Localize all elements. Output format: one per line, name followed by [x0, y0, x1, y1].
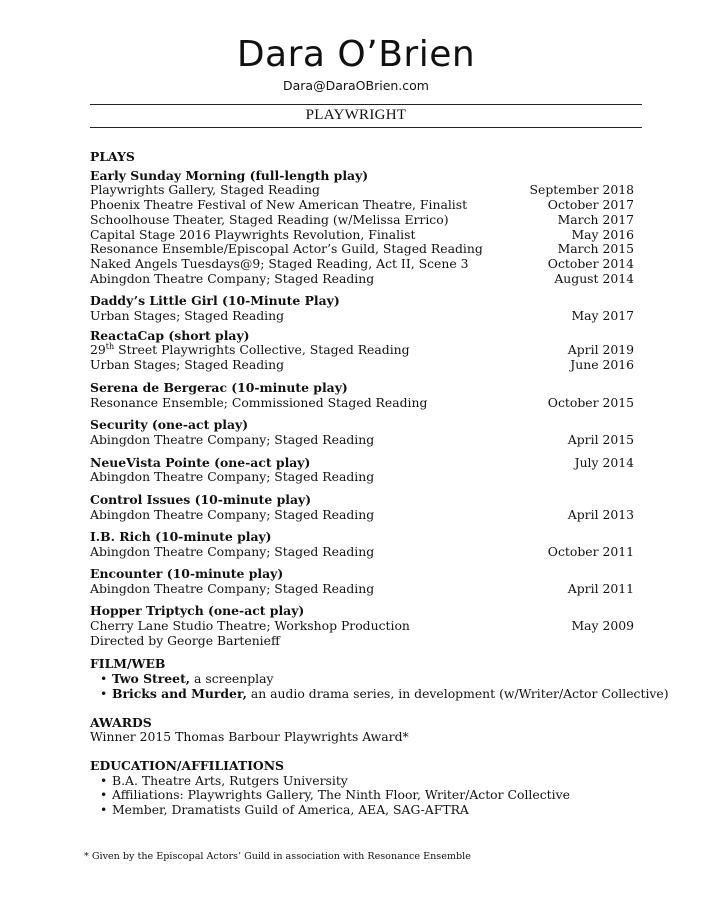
play-title: NeueVista Pointe (one-act play)	[90, 454, 311, 470]
play-detail-row	[90, 470, 634, 485]
film-item	[90, 672, 634, 687]
play-title-row	[90, 418, 634, 433]
play-venue: Naked Angels Tuesdays@9; Staged Reading, Act II, Scene 3	[90, 255, 469, 271]
top-rule	[90, 104, 642, 105]
footnote: * Given by the Episcopal Actors’ Guild in association with Resonance Ensemble	[84, 851, 471, 862]
play-venue: Playwrights Gallery, Staged Reading	[90, 182, 320, 198]
play-detail-row	[90, 309, 634, 324]
play-title-row	[90, 329, 634, 344]
play-title: Serena de Bergerac (10-minute play)	[90, 379, 348, 395]
play-title-row	[90, 169, 634, 184]
education-text: B.A. Theatre Arts, Rutgers University	[112, 772, 348, 788]
play-detail-row	[90, 433, 634, 448]
play-entry	[90, 493, 634, 522]
play-venue: Resonance Ensemble; Commissioned Staged Reading	[90, 394, 428, 410]
play-detail-row	[90, 545, 634, 560]
plays-list	[90, 169, 634, 649]
author-email[interactable]: Dara@DaraOBrien.com	[283, 78, 429, 93]
play-date: March 2015	[557, 241, 634, 257]
education-heading: EDUCATION/AFFILIATIONS	[90, 757, 284, 773]
play-detail-row	[90, 242, 634, 257]
play-venue: 29th Street Playwrights Collective, Staged Reading	[90, 342, 410, 358]
film-title: Bricks and Murder,	[112, 685, 247, 701]
education-list	[90, 774, 634, 818]
role-title: PLAYWRIGHT	[305, 107, 407, 123]
resume-content	[90, 149, 669, 818]
play-detail-row	[90, 619, 634, 634]
play-title-row	[90, 294, 634, 309]
play-detail-row	[90, 213, 634, 228]
film-description: an audio drama series, in development (w/Writer/Actor Collective)	[246, 685, 669, 701]
play-detail-row	[90, 272, 634, 287]
play-title-row	[90, 567, 634, 582]
play-venue: Directed by George Bartenieff	[90, 632, 280, 648]
play-entry	[90, 418, 634, 447]
play-venue: Abingdon Theatre Company; Staged Reading	[90, 580, 375, 596]
play-venue: Abingdon Theatre Company; Staged Reading	[90, 544, 375, 560]
play-date: March 2017	[557, 211, 634, 227]
play-date: May 2017	[571, 308, 634, 324]
film-item	[90, 685, 669, 702]
play-entry	[90, 329, 634, 373]
play-title: Daddy’s Little Girl (10-Minute Play)	[90, 293, 340, 309]
awards-heading: AWARDS	[90, 714, 152, 730]
play-venue: Abingdon Theatre Company; Staged Reading	[90, 506, 375, 522]
play-date: October 2015	[547, 394, 634, 410]
play-entry	[90, 169, 634, 287]
play-entry	[90, 530, 634, 559]
play-title-row	[90, 381, 634, 396]
play-date: April 2013	[567, 506, 634, 522]
play-title-row	[90, 493, 634, 508]
play-title: Encounter (10-minute play)	[90, 565, 284, 581]
play-detail-row	[90, 358, 634, 373]
play-entry	[90, 381, 634, 410]
ordinal-suffix: th	[105, 342, 115, 352]
play-detail-row	[90, 396, 634, 411]
play-detail-row	[90, 198, 634, 213]
play-date: October 2017	[547, 197, 634, 213]
film-title: Two Street,	[112, 671, 191, 687]
play-title: Hopper Triptych (one-act play)	[90, 603, 305, 619]
film-heading: FILM/WEB	[90, 656, 166, 672]
play-date: July 2014	[574, 454, 634, 470]
author-name: Dara O’Brien	[236, 34, 476, 75]
film-list	[90, 671, 669, 701]
play-date: April 2019	[567, 342, 634, 358]
bullet-icon: •	[100, 787, 108, 803]
film-description: a screenplay	[190, 671, 274, 687]
play-venue: Abingdon Theatre Company; Staged Reading	[90, 469, 375, 485]
play-date: September 2018	[529, 182, 634, 198]
bullet-icon: •	[100, 685, 108, 701]
play-detail-row	[90, 582, 634, 597]
play-date: October 2014	[547, 255, 634, 271]
play-date: May 2009	[571, 617, 634, 633]
play-detail-row	[90, 343, 634, 358]
awards-text: Winner 2015 Thomas Barbour Playwrights Award*	[90, 729, 409, 745]
play-venue: Abingdon Theatre Company; Staged Reading	[90, 270, 375, 286]
play-entry	[90, 567, 634, 596]
play-detail-row	[90, 183, 634, 198]
bullet-icon: •	[100, 802, 108, 818]
play-venue: Urban Stages; Staged Reading	[90, 357, 285, 373]
play-date: October 2011	[547, 544, 634, 560]
play-entry	[90, 604, 634, 648]
play-detail-row	[90, 634, 634, 649]
education-text: Affiliations: Playwrights Gallery, The Ninth Floor, Writer/Actor Collective	[112, 787, 570, 803]
bottom-rule	[90, 127, 642, 128]
bullet-icon: •	[100, 772, 108, 788]
play-detail-row	[90, 228, 634, 243]
education-item	[90, 803, 634, 818]
education-item	[90, 774, 634, 789]
play-title: ReactaCap (short play)	[90, 327, 250, 343]
plays-heading: PLAYS	[90, 149, 135, 164]
play-title-row	[90, 456, 634, 471]
play-venue: Cherry Lane Studio Theatre; Workshop Production	[90, 617, 410, 633]
play-venue: Phoenix Theatre Festival of New American Theatre, Finalist	[90, 197, 468, 213]
play-date: August 2014	[554, 270, 634, 286]
play-entry	[90, 456, 634, 485]
bullet-icon: •	[100, 671, 108, 687]
education-item	[90, 788, 634, 803]
play-title: I.B. Rich (10-minute play)	[90, 529, 272, 545]
education-text: Member, Dramatists Guild of America, AEA, SAG-AFTRA	[112, 802, 469, 818]
play-date: June 2016	[570, 357, 634, 373]
play-title: Early Sunday Morning (full-length play)	[90, 167, 369, 183]
play-detail-row	[90, 508, 634, 523]
play-venue: Abingdon Theatre Company; Staged Reading	[90, 431, 375, 447]
play-title-row	[90, 530, 634, 545]
play-date: April 2011	[567, 580, 634, 596]
play-title: Control Issues (10-minute play)	[90, 492, 312, 508]
play-title: Security (one-act play)	[90, 417, 249, 433]
play-date: May 2016	[571, 226, 634, 242]
play-venue: Urban Stages; Staged Reading	[90, 308, 285, 324]
play-venue: Capital Stage 2016 Playwrights Revolution, Finalist	[90, 226, 416, 242]
play-date: April 2015	[567, 431, 634, 447]
play-venue: Resonance Ensemble/Episcopal Actor’s Guild, Staged Reading	[90, 241, 483, 257]
play-venue: Schoolhouse Theater, Staged Reading (w/Melissa Errico)	[90, 211, 449, 227]
play-detail-row	[90, 257, 634, 272]
play-entry	[90, 294, 634, 323]
play-title-row	[90, 604, 634, 619]
